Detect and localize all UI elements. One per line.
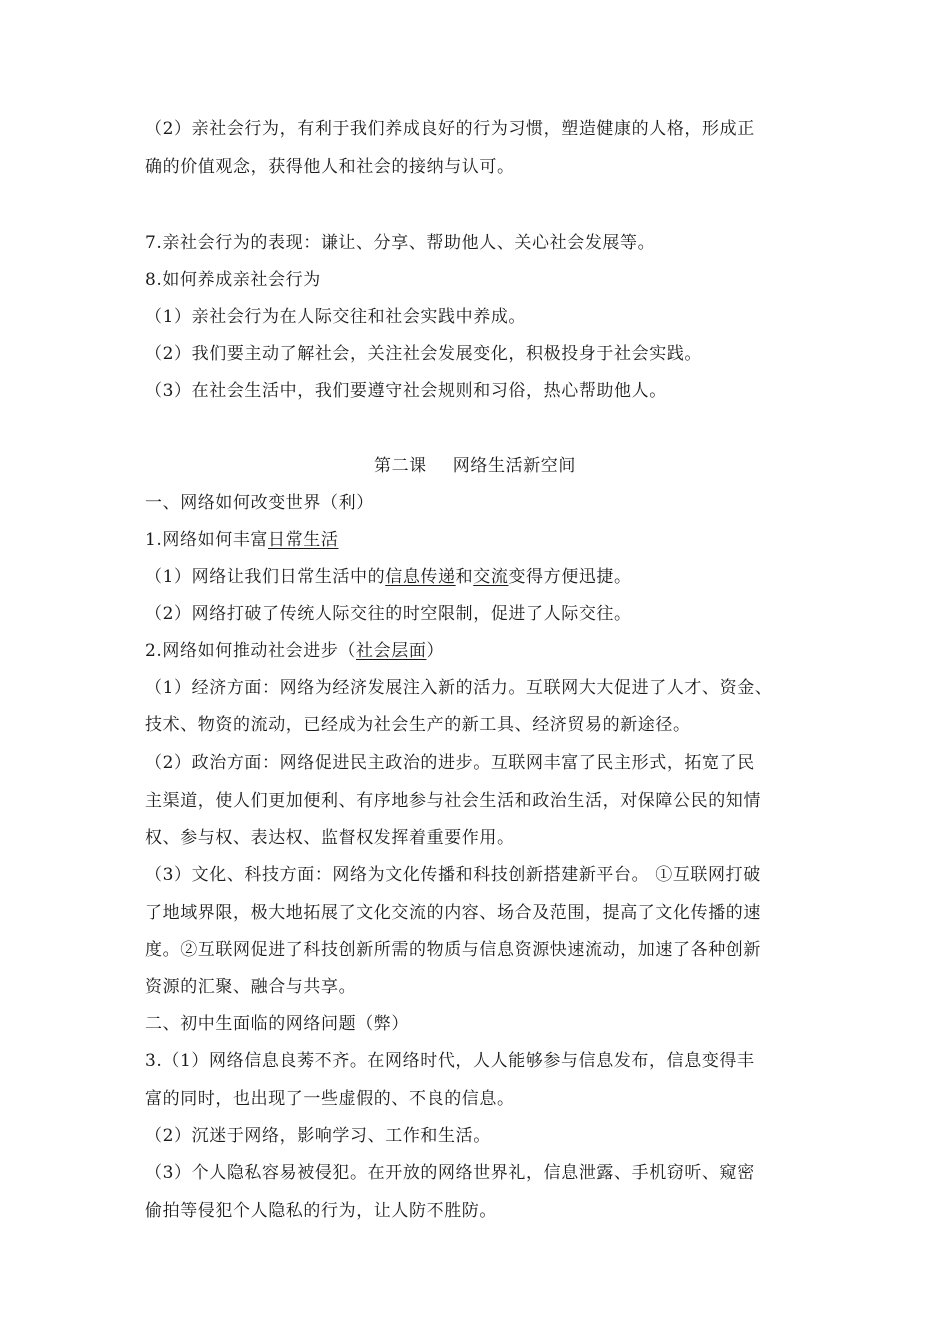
paragraph-line: 度。②互联网促进了科技创新所需的物质与信息资源快速流动，加速了各种创新 — [145, 940, 761, 960]
paragraph-line: 资源的汇聚、融合与共享。 — [145, 977, 357, 997]
paragraph-line: （2）亲社会行为，有利于我们养成良好的行为习惯，塑造健康的人格，形成正 — [145, 119, 755, 139]
paragraph-line: （3）文化、科技方面：网络为文化传播和科技创新搭建新平台。 ①互联网打破 — [145, 865, 761, 885]
underlined-term: 日常生活 — [268, 530, 339, 550]
point-1-item-2: （2）网络打破了传统人际交往的时空限制，促进了人际交往。 — [145, 604, 632, 624]
paragraph-line: 了地域界限，极大地拓展了文化交流的内容、场合及范围，提高了文化传播的速 — [145, 903, 761, 923]
point-7: 7.亲社会行为的表现：谦让、分享、帮助他人、关心社会发展等。 — [145, 233, 656, 253]
paragraph-line: 3.（1）网络信息良莠不齐。在网络时代，人人能够参与信息发布，信息变得丰 — [145, 1051, 755, 1071]
paragraph-line: （3）个人隐私容易被侵犯。在开放的网络世界礼，信息泄露、手机窃听、窥密 — [145, 1163, 755, 1183]
point-8-item-3: （3）在社会生活中，我们要遵守社会规则和习俗，热心帮助他人。 — [145, 381, 667, 401]
paragraph-line: （1）经济方面：网络为经济发展注入新的活力。互联网大大促进了人才、资金、 — [145, 678, 773, 698]
point-1-item-1: （1）网络让我们日常生活中的信息传递和交流变得方便迅捷。 — [145, 567, 632, 587]
paragraph-line: 权、参与权、表达权、监督权发挥着重要作用。 — [145, 828, 515, 848]
underlined-term: 社会层面 — [356, 641, 427, 661]
paragraph-line: 富的同时，也出现了一些虚假的、不良的信息。 — [145, 1089, 515, 1109]
point-1-heading: 1.网络如何丰富日常生活 — [145, 530, 339, 550]
point-8-item-2: （2）我们要主动了解社会，关注社会发展变化，积极投身于社会实践。 — [145, 344, 703, 364]
underlined-term: 信息传递 — [385, 567, 456, 587]
lesson-number: 第二课 — [373, 456, 427, 476]
point-8-heading: 8.如何养成亲社会行为 — [145, 270, 321, 290]
paragraph-line: （2）沉迷于网络，影响学习、工作和生活。 — [145, 1126, 491, 1146]
underlined-term: 交流 — [473, 567, 509, 587]
paragraph-line: （2）政治方面：网络促进民主政治的进步。互联网丰富了民主形式，拓宽了民 — [145, 753, 755, 773]
lesson-name: 网络生活新空间 — [452, 456, 576, 476]
section-heading-1: 一、网络如何改变世界（利） — [145, 493, 374, 513]
point-8-item-1: （1）亲社会行为在人际交往和社会实践中养成。 — [145, 307, 527, 327]
section-heading-2: 二、初中生面临的网络问题（弊） — [145, 1014, 409, 1034]
paragraph-line: 技术、物资的流动，已经成为社会生产的新工具、经济贸易的新途径。 — [145, 715, 691, 735]
lesson-title — [0, 451, 950, 476]
paragraph-line: 确的价值观念，获得他人和社会的接纳与认可。 — [145, 157, 515, 177]
point-2-heading: 2.网络如何推动社会进步（社会层面） — [145, 641, 445, 661]
paragraph-line: 主渠道，使人们更加便利、有序地参与社会生活和政治生活，对保障公民的知情 — [145, 791, 761, 811]
paragraph-line: 偷拍等侵犯个人隐私的行为，让人防不胜防。 — [145, 1201, 497, 1221]
